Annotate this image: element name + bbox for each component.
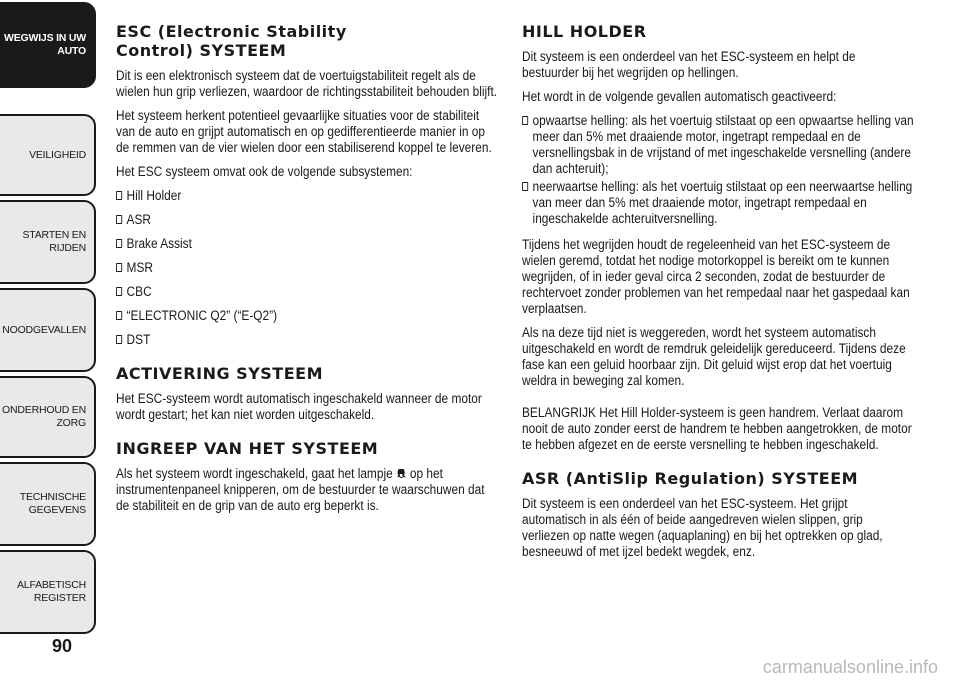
list-item: “ELECTRONIC Q2” (“E-Q2”) (116, 308, 510, 324)
list-item: Hill Holder (116, 188, 510, 204)
esc-heading-line2: Control) SYSTEEM (116, 41, 287, 60)
tab-onderhoud-en-zorg[interactable] (0, 376, 96, 458)
tab-starten-en-rijden[interactable] (0, 200, 96, 284)
activation-heading: ACTIVERING SYSTEEM (116, 364, 323, 383)
tab-label: WEGWIJS IN UW (4, 32, 86, 44)
checkbox-bullet-icon (116, 311, 122, 320)
tab-technische-gegevens[interactable] (0, 462, 96, 546)
list-item: Brake Assist (116, 236, 510, 252)
intervention-heading: INGREEP VAN HET SYSTEEM (116, 439, 379, 458)
checkbox-bullet-icon (116, 239, 122, 248)
list-item: neerwaartse helling: als het voertuig stilstaat op een neerwaartse helling van meer dan 5% met draaiende motor, ingetrapt rempedaal en ingeschakelde achteruitversnelling. (522, 179, 922, 227)
tab-label: ZORG (56, 417, 86, 429)
tab-veiligheid[interactable] (0, 114, 96, 196)
esc-heading-line1: ESC (Electronic Stability (116, 22, 347, 41)
activation-paragraph: Het ESC-systeem wordt automatisch ingeschakeld wanneer de motor wordt gestart; het kan niet worden uitgeschakeld. (116, 391, 482, 422)
checkbox-bullet-icon (116, 263, 122, 272)
tab-noodgevallen[interactable] (0, 288, 96, 372)
checkbox-bullet-icon (116, 335, 122, 344)
tab-label: ONDERHOUD EN (2, 404, 86, 416)
asr-heading: ASR (AntiSlip Regulation) SYSTEEM (522, 469, 859, 488)
subsystem-list (116, 188, 502, 348)
tab-label: GEGEVENS (28, 504, 86, 516)
tab-label: TECHNISCHE (19, 491, 86, 503)
hill-holder-paragraph-4: Als na deze tijd niet is weggereden, wordt het systeem automatisch uitgeschakeld en wordt de remdruk geleidelijk gereduceerd. Tijdens deze fase kan een geluid hoorbaar zijn. Dit geluid wijst erop dat het voertuig weldra in beweging zal komen. (522, 325, 906, 388)
checkbox-bullet-icon (116, 215, 122, 224)
page-number: 90 (51, 636, 73, 656)
esc-paragraph-3: Het ESC systeem omvat ook de volgende subsystemen: (116, 164, 413, 179)
watermark: carmanualsonline.info (762, 657, 938, 677)
hill-holder-paragraph-3: Tijdens het wegrijden houdt de regeleenheid van het ESC-systeem de wielen geremd, totdat het nodige motorkoppel is bereikt om te kunnen wegrijden, of in ieder geval circa 2 seconden, zodat de bestuurder de rechtervoet zonder problemen van het rempedaal naar het gaspedaal kan verplaatsen. (522, 237, 910, 316)
hill-holder-paragraph-1: Dit systeem is een onderdeel van het ESC-systeem en helpt de bestuurder bij het wegrijden op hellingen. (522, 49, 856, 80)
asr-paragraph: Dit systeem is een onderdeel van het ESC-systeem. Het grijpt automatisch in als één of beide aangedreven wielen slippen, grip verliezen op natte wegen (aquaplaning) en bij het optrekken op glad, besneeuwd of met ijzel bedekt wegdek, enz. (522, 496, 883, 559)
checkbox-bullet-icon (522, 116, 528, 125)
tab-alfabetisch-register[interactable] (0, 550, 96, 634)
hill-holder-warning: BELANGRIJK Het Hill Holder-systeem is geen handrem. Verlaat daarom nooit de auto zonder eerst de handrem te hebben aangetrokken, de motor te hebben afgezet en de eerste versnelling te hebben ingeschakeld. (522, 405, 912, 452)
tab-label: STARTEN EN RIJDEN (22, 229, 86, 254)
checkbox-bullet-icon (116, 287, 122, 296)
hill-holder-conditions-list (522, 113, 914, 227)
tab-label: NOODGEVALLEN (2, 323, 86, 336)
esc-heading (116, 22, 502, 60)
list-item: ASR (116, 212, 510, 228)
list-item: MSR (116, 260, 510, 276)
esc-warning-lamp-icon (396, 467, 407, 479)
list-item: CBC (116, 284, 510, 300)
left-column (116, 22, 502, 514)
tab-wegwijs-in-uw-auto[interactable] (0, 2, 96, 88)
checkbox-bullet-icon (116, 191, 122, 200)
right-column (522, 22, 914, 560)
intervention-paragraph: Als het systeem wordt ingeschakeld, gaat het lampje op het instrumentenpaneel knipperen, om de bestuurder te waarschuwen dat de stabiliteit en de grip van de auto erg beperkt is. (116, 466, 485, 513)
tab-label: AUTO (57, 45, 86, 57)
list-item: opwaartse helling: als het voertuig stilstaat op een opwaartse helling van meer dan 5% met draaiende motor, ingetrapt rempedaal en de versnellingsbak in de vrijstand of met ingeschakelde versnelling (andere dan achteruit); (522, 113, 922, 177)
esc-paragraph-1: Dit is een elektronisch systeem dat de voertuigstabiliteit regelt als de wielen hun grip verliezen, waardoor de richtingsstabiliteit behouden blijft. (116, 68, 498, 99)
tab-label: REGISTER (33, 592, 86, 604)
esc-paragraph-2: Het systeem herkent potentieel gevaarlijke situaties voor de stabiliteit van de auto en grijpt automatisch en op gedifferentieerde manier in op de remmen van de vier wielen door een stabiliserend koppel te leveren. (116, 108, 492, 155)
checkbox-bullet-icon (522, 182, 528, 191)
hill-holder-paragraph-2: Het wordt in de volgende gevallen automatisch geactiveerd: (522, 89, 837, 104)
chapter-sidebar (0, 0, 104, 686)
hill-holder-heading: HILL HOLDER (522, 22, 647, 41)
tab-label: VEILIGHEID (29, 148, 86, 161)
list-item: DST (116, 332, 510, 348)
tab-label: ALFABETISCH (17, 579, 86, 591)
